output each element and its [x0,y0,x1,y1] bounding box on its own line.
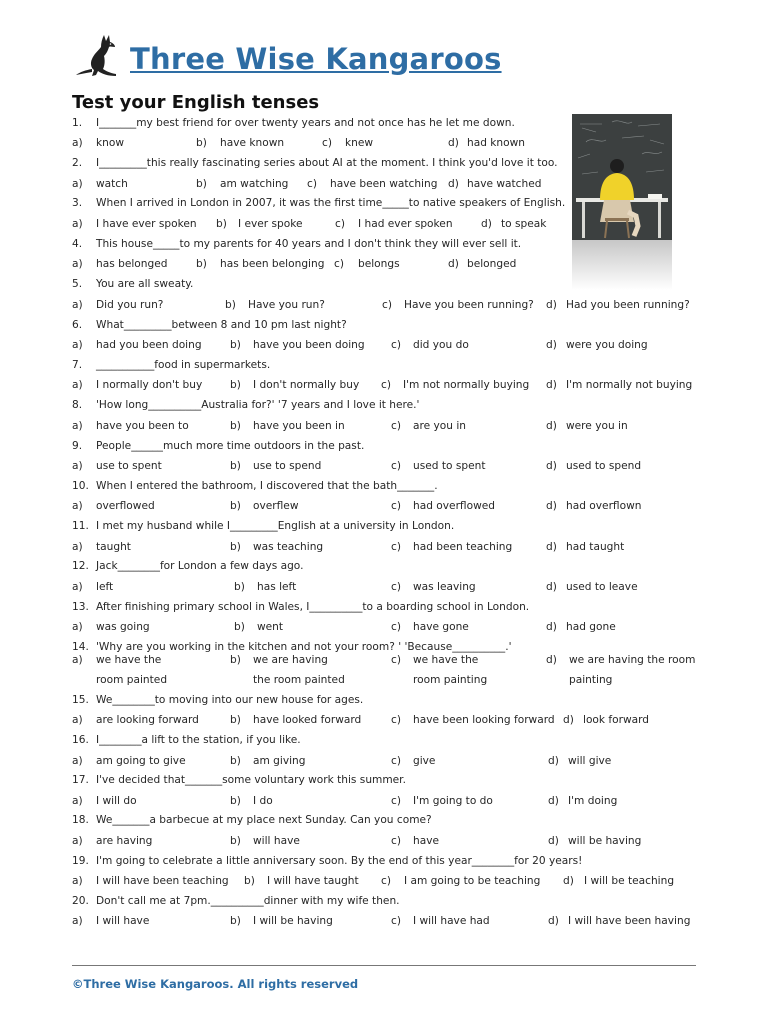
option-a[interactable]: was going [96,621,150,633]
option-d[interactable]: had overflown [566,500,642,512]
question-number: 17. [72,774,89,786]
option-c-letter: c) [391,541,401,553]
question-number: 7. [72,359,83,371]
question-number: 20. [72,895,89,907]
option-d[interactable]: I will be teaching [584,875,675,887]
question-text: 'Why are you working in the kitchen and not your room? ' 'Because__________.' [96,641,512,653]
option-d-letter: d) [448,178,459,190]
option-d[interactable]: had known [467,137,526,149]
option-c[interactable]: used to spent [413,460,486,472]
option-a-letter: a) [72,178,83,190]
option-b[interactable]: use to spend [253,460,322,472]
option-d-letter: d) [563,875,574,887]
option-a-letter: a) [72,460,83,472]
option-a[interactable]: use to spent [96,460,162,472]
option-d-letter: d) [563,714,574,726]
option-a-letter: a) [72,795,83,807]
question-text: After finishing primary school in Wales, I__________to a boarding school in London. [96,601,530,613]
option-b[interactable]: I will be having [253,915,333,927]
option-b-letter: b) [196,178,207,190]
option-a[interactable]: had you been doing [96,339,202,351]
option-a[interactable]: overflowed [96,500,155,512]
option-c-letter: c) [382,299,392,311]
option-a[interactable]: know [96,137,124,149]
option-d-letter: d) [546,621,557,633]
question-number: 18. [72,814,89,826]
option-c-letter: c) [391,915,401,927]
option-c[interactable]: Have you been running? [404,299,534,311]
option-c-letter: c) [381,875,391,887]
option-b[interactable]: Have you run? [248,299,325,311]
option-a-letter: a) [72,137,83,149]
option-d[interactable]: I will have been having [568,915,691,927]
option-b[interactable]: we are having [253,654,328,666]
footer-divider [72,965,696,966]
question-text: I met my husband while I_________English at a university in London. [96,520,455,532]
question-number: 3. [72,197,83,209]
option-c-letter: c) [335,218,345,230]
option-c[interactable]: have [413,835,439,847]
option-d-letter: d) [481,218,492,230]
option-b-letter: b) [216,218,227,230]
option-a-letter: a) [72,654,83,666]
option-d-letter: d) [548,835,559,847]
question-number: 8. [72,399,83,411]
option-b-letter: b) [230,915,241,927]
question-text: Jack________for London a few days ago. [96,560,304,572]
option-d[interactable]: had taught [566,541,625,553]
question-text: I'm going to celebrate a little anniversary soon. By the end of this year________for 20 years! [96,855,583,867]
option-c-letter: c) [307,178,317,190]
question-number: 14. [72,641,89,653]
option-c-letter: c) [391,460,401,472]
option-a-letter: a) [72,218,83,230]
option-a-letter: a) [72,299,83,311]
option-d[interactable]: Had you been running? [566,299,690,311]
option-a-letter: a) [72,420,83,432]
option-d-letter: d) [548,755,559,767]
option-c[interactable]: have been watching [330,178,438,190]
option-c-letter: c) [391,714,401,726]
option-b-letter: b) [230,460,241,472]
question-text: When I entered the bathroom, I discovered that the bath_______. [96,480,438,492]
option-b[interactable]: I do [253,795,273,807]
option-c-letter: c) [391,500,401,512]
question-text: We_______a barbecue at my place next Sunday. Can you come? [96,814,432,826]
option-c-letter: c) [322,137,332,149]
copyright-footer: ©Three Wise Kangaroos. All rights reserved [72,977,359,991]
option-b[interactable]: I ever spoke [238,218,303,230]
question-number: 5. [72,278,83,290]
option-b[interactable]: was teaching [253,541,324,553]
question-number: 2. [72,157,83,169]
option-c[interactable]: knew [345,137,374,149]
question-number: 11. [72,520,89,532]
question-text: What_________between 8 and 10 pm last night? [96,319,347,331]
question-number: 19. [72,855,89,867]
option-b-letter: b) [244,875,255,887]
option-c[interactable]: belongs [358,258,400,270]
option-a-letter: a) [72,339,83,351]
option-a-letter: a) [72,835,83,847]
option-c-letter: c) [391,581,401,593]
option-b[interactable]: am giving [253,755,306,767]
option-b[interactable]: I will have taught [267,875,359,887]
option-d-letter: d) [546,420,557,432]
option-c-continued[interactable]: room painting [413,674,488,686]
option-b-continued[interactable]: the room painted [253,674,345,686]
option-d[interactable]: have watched [467,178,542,190]
option-a[interactable]: Did you run? [96,299,164,311]
option-d-letter: d) [546,379,557,391]
option-b[interactable]: has been belonging [220,258,325,270]
option-d[interactable]: used to leave [566,581,638,593]
question-number: 10. [72,480,89,492]
option-c-letter: c) [391,755,401,767]
option-c-letter: c) [381,379,391,391]
worksheet-title: Test your English tenses [72,92,320,113]
question-number: 15. [72,694,89,706]
option-c[interactable]: I will have had [413,915,490,927]
option-c[interactable]: I'm not normally buying [403,379,530,391]
option-a-letter: a) [72,714,83,726]
option-b-letter: b) [230,339,241,351]
question-text: You are all sweaty. [96,278,194,290]
option-a[interactable]: left [96,581,114,593]
option-a[interactable]: watch [96,178,128,190]
option-c-letter: c) [391,420,401,432]
option-d[interactable]: had gone [566,621,616,633]
option-d-continued[interactable]: painting [569,674,613,686]
question-text: I've decided that_______some voluntary work this summer. [96,774,406,786]
option-b-letter: b) [225,299,236,311]
option-d-letter: d) [546,581,557,593]
option-b[interactable]: overflew [253,500,299,512]
question-text: Don't call me at 7pm.__________dinner with my wife then. [96,895,400,907]
question-text: I_________this really fascinating series about AI at the moment. I think you'd love it too. [96,157,558,169]
option-d[interactable]: used to spend [566,460,642,472]
option-c[interactable]: I'm going to do [413,795,493,807]
option-b-letter: b) [230,835,241,847]
option-d[interactable]: will give [568,755,612,767]
option-a[interactable]: I normally don't buy [96,379,203,391]
question-text: This house_____to my parents for 40 years and I don't think they will ever sell it. [96,238,522,250]
option-b-letter: b) [196,137,207,149]
option-c[interactable]: did you do [413,339,469,351]
question-number: 13. [72,601,89,613]
option-c[interactable]: are you in [413,420,466,432]
question-text: When I arrived in London in 2007, it was the first time_____to native speakers of English. [96,197,566,209]
option-c[interactable]: give [413,755,436,767]
option-b[interactable]: have you been in [253,420,345,432]
option-c[interactable]: was leaving [413,581,476,593]
option-b-letter: b) [196,258,207,270]
question-number: 9. [72,440,83,452]
option-b-letter: b) [234,621,245,633]
option-a[interactable]: are having [96,835,153,847]
question-text: We________to moving into our new house for ages. [96,694,364,706]
option-b[interactable]: went [257,621,284,633]
option-d[interactable]: I'm normally not buying [566,379,693,391]
option-d[interactable]: to speak [501,218,547,230]
option-a-letter: a) [72,581,83,593]
option-d-letter: d) [546,460,557,472]
option-c[interactable]: I am going to be teaching [404,875,541,887]
option-b[interactable]: am watching [220,178,289,190]
option-a-letter: a) [72,541,83,553]
option-d[interactable]: were you doing [566,339,648,351]
option-c[interactable]: have been looking forward [413,714,555,726]
option-c[interactable]: I had ever spoken [358,218,453,230]
option-b[interactable]: have known [220,137,285,149]
option-a[interactable]: have you been to [96,420,189,432]
option-d[interactable]: look forward [583,714,650,726]
option-b-letter: b) [230,500,241,512]
option-b-letter: b) [230,654,241,666]
option-c-letter: c) [391,339,401,351]
option-b[interactable]: has left [257,581,297,593]
option-d-letter: d) [546,299,557,311]
option-a[interactable]: am going to give [96,755,186,767]
option-a-letter: a) [72,500,83,512]
option-d-letter: d) [546,339,557,351]
option-d-letter: d) [546,541,557,553]
option-a-letter: a) [72,915,83,927]
question-number: 16. [72,734,89,746]
option-b-letter: b) [230,714,241,726]
option-a[interactable]: I will do [96,795,137,807]
option-b-letter: b) [234,581,245,593]
option-d-letter: d) [546,654,557,666]
option-a[interactable]: I will have been teaching [96,875,229,887]
option-a[interactable]: taught [96,541,131,553]
option-a[interactable]: has belonged [96,258,168,270]
option-b[interactable]: I don't normally buy [253,379,360,391]
option-a-letter: a) [72,258,83,270]
option-b[interactable]: have looked forward [253,714,362,726]
option-b-letter: b) [230,420,241,432]
question-number: 6. [72,319,83,331]
option-c[interactable]: we have the [413,654,479,666]
option-c[interactable]: had overflowed [413,500,495,512]
question-text: People______much more time outdoors in the past. [96,440,365,452]
option-c-letter: c) [391,795,401,807]
option-b[interactable]: will have [253,835,300,847]
option-a-letter: a) [72,621,83,633]
option-d[interactable]: will be having [568,835,642,847]
option-c[interactable]: had been teaching [413,541,513,553]
question-number: 12. [72,560,89,572]
option-d-letter: d) [448,137,459,149]
question-text: 'How long__________Australia for?' '7 years and I love it here.' [96,399,420,411]
option-b-letter: b) [230,755,241,767]
question-number: 4. [72,238,83,250]
option-b-letter: b) [230,379,241,391]
option-b-letter: b) [230,795,241,807]
option-c-letter: c) [391,621,401,633]
question-text: I________a lift to the station, if you like. [96,734,301,746]
option-c[interactable]: have gone [413,621,469,633]
option-a-letter: a) [72,755,83,767]
option-a[interactable]: I have ever spoken [96,218,197,230]
question-text: ___________food in supermarkets. [96,359,271,371]
option-d[interactable]: we are having the room [569,654,696,666]
option-a[interactable]: we have the [96,654,162,666]
option-d-letter: d) [548,795,559,807]
option-a[interactable]: I will have [96,915,150,927]
question-text: I_______my best friend for over twenty years and not once has he let me down. [96,117,515,129]
option-c-letter: c) [391,835,401,847]
question-number: 1. [72,117,83,129]
option-b-letter: b) [230,541,241,553]
option-a-continued[interactable]: room painted [96,674,168,686]
option-d-letter: d) [546,500,557,512]
option-d-letter: d) [548,915,559,927]
brand-name[interactable]: Three Wise Kangaroos [130,42,502,76]
option-d[interactable]: were you in [566,420,628,432]
option-d[interactable]: I'm doing [568,795,618,807]
option-b[interactable]: have you been doing [253,339,365,351]
option-d-letter: d) [448,258,459,270]
option-c-letter: c) [391,654,401,666]
option-a-letter: a) [72,379,83,391]
option-c-letter: c) [334,258,344,270]
option-d[interactable]: belonged [467,258,517,270]
option-a[interactable]: are looking forward [96,714,199,726]
option-a-letter: a) [72,875,83,887]
